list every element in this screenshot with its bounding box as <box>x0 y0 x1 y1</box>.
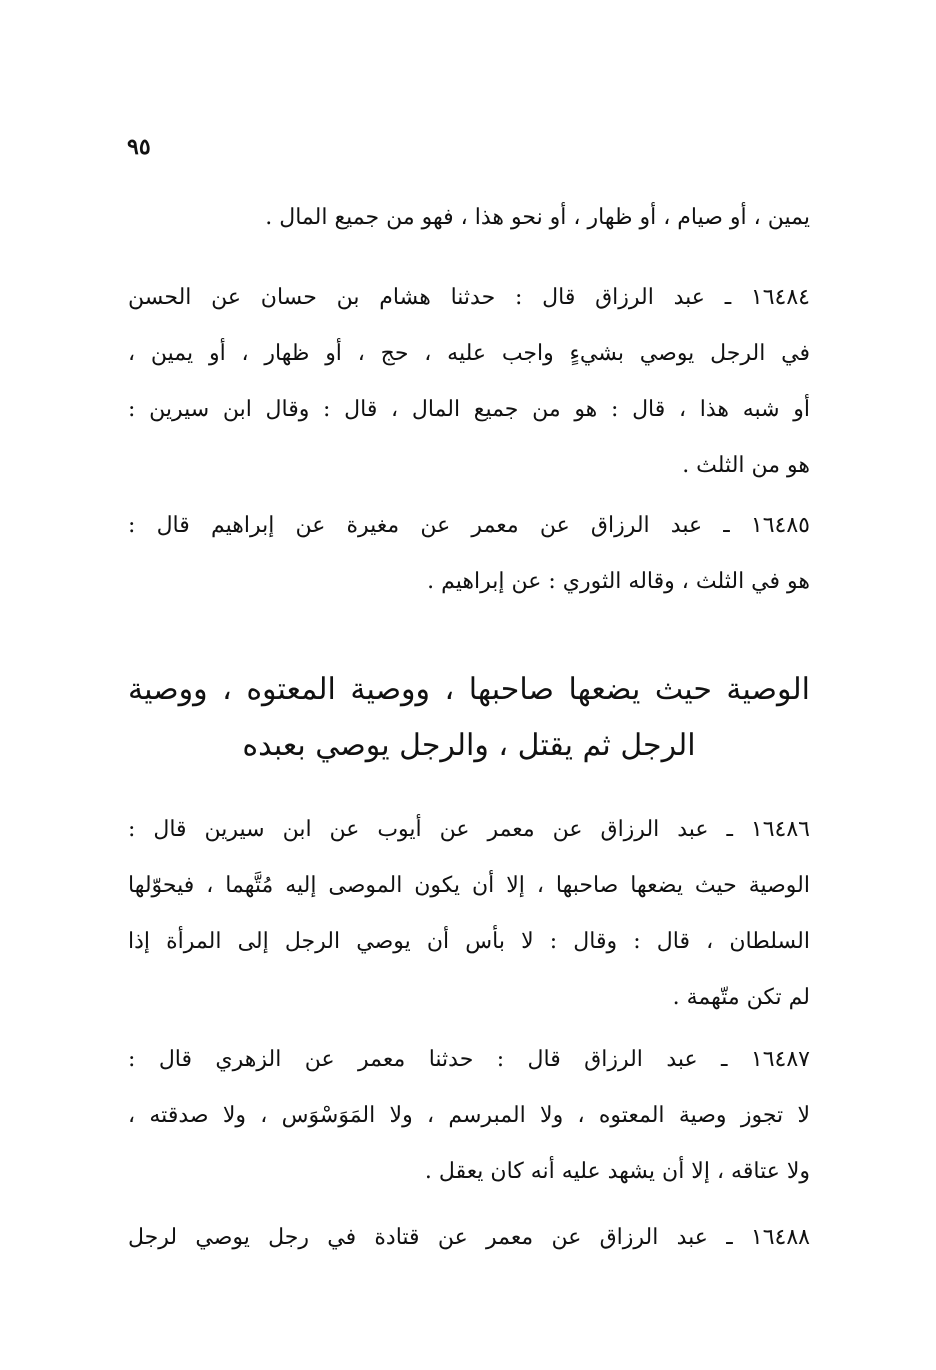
hadith-16484 <box>128 270 810 494</box>
text-line: السلطان ، قال : وقال : لا بأس أن يوصي الرجل إلى المرأة إذا <box>128 929 810 954</box>
text-line: الوصية حيث يضعها صاحبها ، إلا أن يكون الموصى إليه مُتَّهما ، فيحوّلها <box>128 873 810 898</box>
hadith-16488 <box>128 1210 810 1266</box>
text-line: لم تكن متّهمة . <box>672 985 810 1010</box>
heading-line: الرجل ثم يقتل ، والرجل يوصي بعبده <box>242 728 696 763</box>
text-line: أو شبه هذا ، قال : هو من جميع المال ، قال : وقال ابن سيرين : <box>128 397 810 422</box>
hadith-16485 <box>128 498 810 610</box>
text-line: لا تجوز وصية المعتوه ، ولا المبرسم ، ولا المَوَسْوَس ، ولا صدقته ، <box>128 1103 810 1128</box>
text-line: ١٦٤٨٦ ـ عبد الرزاق عن معمر عن أيوب عن ابن سيرين قال : <box>128 817 810 842</box>
chapter-heading <box>128 662 810 774</box>
text-line: هو في الثلث ، وقاله الثوري : عن إبراهيم . <box>427 569 810 594</box>
page-number: ٩٥ <box>127 134 151 160</box>
heading-line: الوصية حيث يضعها صاحبها ، ووصية المعتوه ، ووصية <box>128 672 810 707</box>
text-line: يمين ، أو صيام ، أو ظهار ، أو نحو هذا ، فهو من جميع المال . <box>265 205 810 230</box>
text-line: ١٦٤٨٤ ـ عبد الرزاق قال : حدثنا هشام بن حسان عن الحسن <box>128 285 810 310</box>
text-line: في الرجل يوصي بشيءٍ واجب عليه ، حج ، أو ظهار ، أو يمين ، <box>128 341 810 366</box>
text-line: ١٦٤٨٥ ـ عبد الرزاق عن معمر عن مغيرة عن إبراهيم قال : <box>128 513 810 538</box>
text-line: هو من الثلث . <box>682 453 810 478</box>
hadith-16486 <box>128 802 810 1026</box>
text-line: ولا عتاقه ، إلا أن يشهد عليه أنه كان يعقل . <box>424 1159 810 1184</box>
paragraph-continuation <box>128 190 810 246</box>
hadith-16487 <box>128 1032 810 1200</box>
text-line: ١٦٤٨٧ ـ عبد الرزاق قال : حدثنا معمر عن الزهري قال : <box>128 1047 810 1072</box>
text-line: ١٦٤٨٨ ـ عبد الرزاق عن معمر عن قتادة في رجل يوصي لرجل <box>128 1225 810 1250</box>
